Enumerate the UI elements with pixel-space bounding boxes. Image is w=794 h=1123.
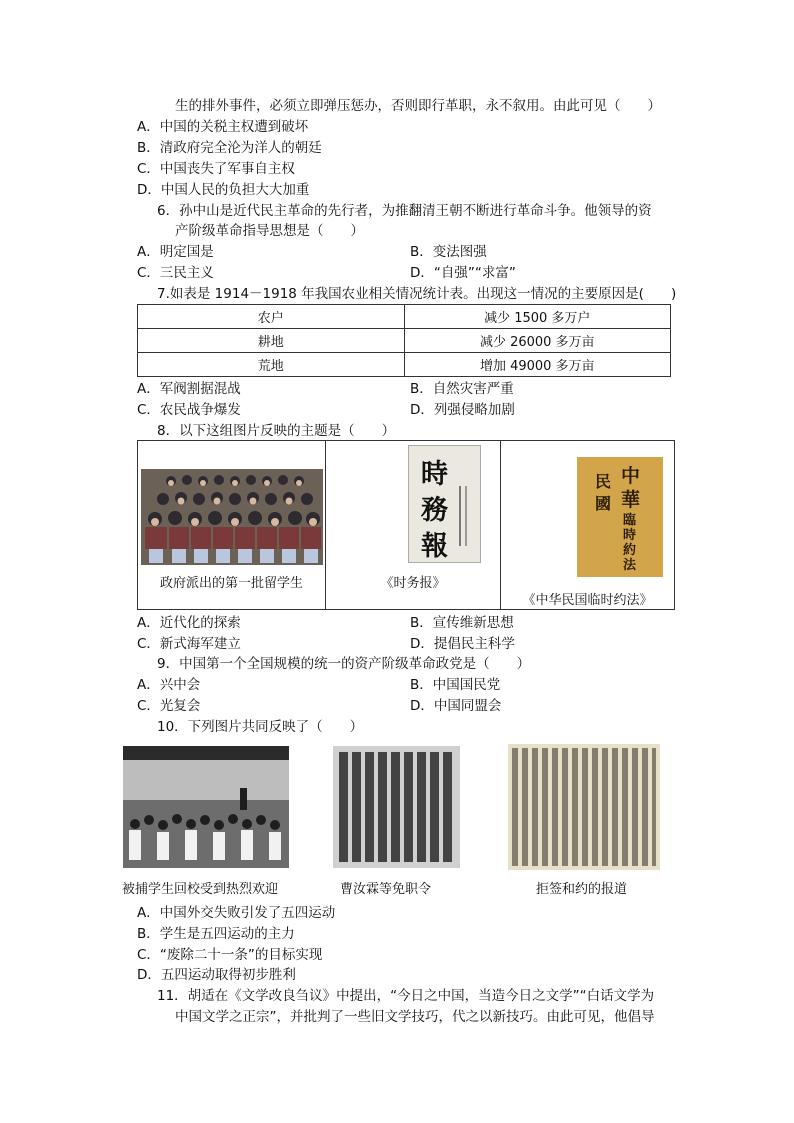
q10-caption-students: 被捕学生回校受到热烈欢迎 — [122, 882, 279, 897]
q8-picture-table — [137, 440, 675, 610]
yuefa-char: 中 — [621, 465, 641, 487]
q9-stem: 9．中国第一个全国规模的统一的资产阶级革命政党是（ ） — [157, 656, 531, 672]
table-row — [138, 305, 671, 329]
q10-caption-report: 拒签和约的报道 — [536, 882, 628, 897]
q6-stem-line2: 产阶级革命指导思想是（ ） — [175, 223, 364, 239]
q9-option-d[interactable]: D．中国同盟会 — [410, 698, 502, 714]
q8-stem: 8．以下这组图片反映的主题是（ ） — [157, 423, 396, 439]
q11-stem-line2: 中国文学之正宗”，并批判了一些旧文学技巧，代之以新技巧。由此可见，他倡导 — [175, 1009, 655, 1025]
q10-stem: 10．下列图片共同反映了（ ） — [157, 719, 364, 735]
yuefa-char: 民 — [595, 472, 612, 491]
q8-caption-shiwubao: 《时务报》 — [380, 576, 446, 591]
q8-option-d[interactable]: D．提倡民主科学 — [410, 636, 515, 652]
q9-option-c[interactable]: C．光复会 — [137, 698, 201, 714]
q6-option-a[interactable]: A．明定国是 — [137, 244, 214, 260]
q7-option-c[interactable]: C．农民战争爆发 — [137, 402, 241, 418]
q10-caption-dismissal: 曹汝霖等免职令 — [340, 882, 432, 897]
q8-picture-cell-yuefa — [501, 441, 674, 609]
decorative-column-text — [465, 486, 467, 546]
q6-option-c[interactable]: C．三民主义 — [137, 265, 214, 281]
newspaper-text-block — [339, 752, 454, 862]
yuefa-char: 國 — [595, 494, 612, 513]
q6-option-b[interactable]: B．变法图强 — [410, 244, 487, 260]
dismissal-order-image — [333, 746, 460, 868]
q7-stem: 7.如表是 1914－1918 年我国农业相关情况统计表。出现这一情况的主要原因是( ) — [157, 286, 677, 302]
q7-option-d[interactable]: D．列强侵略加剧 — [410, 402, 515, 418]
q8-option-a[interactable]: A．近代化的探索 — [137, 615, 241, 631]
table-cell: 减少 26000 多万亩 — [404, 329, 671, 353]
q5-stem-tail: 生的排外事件，必须立即弹压惩办，否则即行革职，永不叙用。由此可见（ ） — [175, 98, 661, 114]
q10-option-a[interactable]: A．中国外交失败引发了五四运动 — [137, 905, 336, 921]
q8-option-b[interactable]: B．宣传维新思想 — [410, 615, 514, 631]
yuefa-lower-title: 臨時約法 — [623, 513, 637, 573]
table-cell: 荒地 — [138, 353, 405, 377]
students-photo — [141, 469, 323, 565]
table-cell: 减少 1500 多万户 — [404, 305, 671, 329]
yuefa-cover-image — [577, 457, 663, 577]
q7-stats-table — [137, 304, 671, 377]
shiwubao-char: 時 — [421, 459, 448, 490]
q8-option-c[interactable]: C．新式海军建立 — [137, 636, 241, 652]
table-row — [138, 353, 671, 377]
q7-option-b[interactable]: B．自然灾害严重 — [410, 381, 514, 397]
q5-option-b[interactable]: B．清政府完全沦为洋人的朝廷 — [137, 140, 322, 156]
newspaper-text-block — [512, 748, 656, 866]
decorative-column-text — [459, 486, 461, 546]
q6-stem-line1: 6．孙中山是近代民主革命的先行者，为推翻清王朝不断进行革命斗争。他领导的资 — [157, 203, 652, 219]
table-cell: 耕地 — [138, 329, 405, 353]
table-row — [138, 329, 671, 353]
q10-option-c[interactable]: C．“废除二十一条”的目标实现 — [137, 947, 323, 963]
shiwubao-char: 報 — [421, 531, 448, 562]
q8-picture-cell-shiwubao — [326, 441, 501, 609]
q8-picture-cell-students — [138, 441, 326, 609]
q9-option-b[interactable]: B．中国国民党 — [410, 677, 501, 693]
q10-option-b[interactable]: B．学生是五四运动的主力 — [137, 926, 295, 942]
q5-option-d[interactable]: D．中国人民的负担大大加重 — [137, 182, 310, 198]
q8-caption-students: 政府派出的第一批留学生 — [159, 576, 303, 591]
shiwubao-char: 務 — [421, 495, 448, 526]
q5-option-c[interactable]: C．中国丧失了军事自主权 — [137, 161, 295, 177]
shiwubao-cover-image — [408, 445, 481, 563]
q5-option-a[interactable]: A．中国的关税主权遭到破坏 — [137, 119, 309, 135]
q9-option-a[interactable]: A．兴中会 — [137, 677, 201, 693]
table-cell: 农户 — [138, 305, 405, 329]
q11-stem-line1: 11．胡适在《文学改良刍议》中提出，“今日之中国，当造今日之文学”“白话文学为 — [157, 988, 655, 1004]
refusal-report-image — [508, 744, 660, 870]
q7-option-a[interactable]: A．军阀割据混战 — [137, 381, 241, 397]
q8-caption-yuefa: 《中华民国临时约法》 — [522, 593, 653, 608]
returned-students-photo — [123, 746, 289, 868]
yuefa-char: 華 — [621, 489, 641, 511]
q10-option-d[interactable]: D．五四运动取得初步胜利 — [137, 967, 296, 983]
table-cell: 增加 49000 多万亩 — [404, 353, 671, 377]
q6-option-d[interactable]: D．“自强”“求富” — [410, 265, 516, 281]
